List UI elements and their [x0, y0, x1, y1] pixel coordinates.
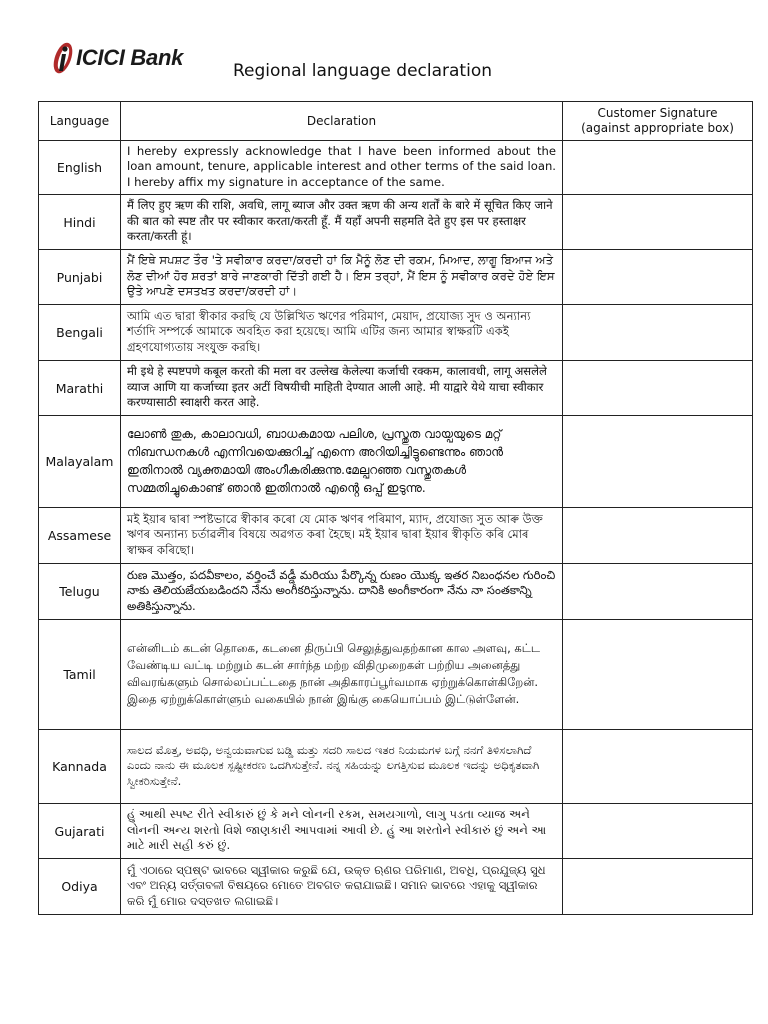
declaration-cell: ମୁଁ ଏଠାରେ ସ୍ପଷ୍ଟ ଭାବରେ ସ୍ୱୀକାର କରୁଛି ଯେ, ଉକ୍ତ ଋଣର ପରିମାଣ, ଅବଧି, ପ୍ରଯୁଜ୍ୟ ସୁଧ ଏବଂ ଅନ୍ୟ ସର୍ତ୍ତାବଳୀ ବିଷୟରେ ମୋତେ ଅବଗତ କରାଯାଇଛି। ସମାନ ଭାବରେ ଏହାକୁ ସ୍ୱୀକାର କରି ମୁଁ ମୋର ଦସ୍ତଖତ ଲଗାଇଛି। — [121, 859, 563, 915]
table-row — [39, 195, 753, 250]
declaration-cell: હું આથી સ્પષ્ટ રીતે સ્વીકારું છું કે મને લોનની રકમ, સમયગાળો, લાગુ પડતા વ્યાજ અને લોનની અન્ય શરતો વિશે જાણકારી આપવામાં આવી છે. હું આ શરતોને સ્વીકારું છું અને આ માટે મારી સહી કરું છું. — [121, 804, 563, 859]
icici-bank-logo — [52, 38, 183, 78]
language-cell: Hindi — [39, 195, 121, 250]
declaration-cell: రుణ మొత్తం, పదవీకాలం, వర్తించే వడ్డీ మరియు పేర్కొన్న రుణం యొక్క ఇతర నిబంధనల గురించి నాకు తెలియజేయబడిందని నేను అంగీకరిస్తున్నాను. దానికి అంగీకారంగా నేను నా సంతకాన్ని అతికిస్తున్నాను. — [121, 564, 563, 620]
table-row — [39, 416, 753, 508]
declaration-cell: ಸಾಲದ ಮೊತ್ತ, ಅವಧಿ, ಅನ್ವಯವಾಗುವ ಬಡ್ಡಿ ಮತ್ತು ಸದರಿ ಸಾಲದ ಇತರ ನಿಯಮಗಳ ಬಗ್ಗೆ ನನಗೆ ತಿಳಿಸಲಾಗಿದೆ ಎಂದು ನಾನು ಈ ಮೂಲಕ ಸ್ಪಷ್ಟೀಕರಣ ಒದಗಿಸುತ್ತೇನೆ. ನನ್ನ ಸಹಿಯನ್ನು ಲಗತ್ತಿಸುವ ಮೂಲಕ ಇದನ್ನು ಅಧಿಕೃತವಾಗಿ ಸ್ವೀಕರಿಸುತ್ತೇನೆ. — [121, 730, 563, 804]
table-row — [39, 361, 753, 416]
declaration-table — [38, 101, 753, 915]
declaration-cell: ਮੈਂ ਇਥੇ ਸਪਸ਼ਟ ਤੌਰ 'ਤੇ ਸਵੀਕਾਰ ਕਰਦਾ/ਕਰਦੀ ਹਾਂ ਕਿ ਮੈਨੂੰ ਲੋਣ ਦੀ ਰਕਮ, ਮਿਆਦ, ਲਾਗੂ ਬਿਆਜ ਅਤੇ ਲੋਣ ਦੀਆਂ ਹੋਰ ਸ਼ਰਤਾਂ ਬਾਰੇ ਜਾਣਕਾਰੀ ਦਿੱਤੀ ਗਈ ਹੈ। ਇਸ ਤਰ੍ਹਾਂ, ਮੈਂ ਇਸ ਨੂੰ ਸਵੀਕਾਰ ਕਰਦੇ ਹੋਏ ਇਸ ਉਤੇ ਆਪਣੇ ਦਸਤਖਤ ਕਰਦਾ/ਕਰਦੀ ਹਾਂ। — [121, 250, 563, 305]
language-cell: Tamil — [39, 620, 121, 730]
declaration-cell: মই ইয়াৰ দ্বাৰা স্পষ্টভাৱে স্বীকাৰ কৰো যে মোক ঋণৰ পৰিমাণ, ম্যাদ, প্ৰযোজ্য সুত আৰু উক্ত ঋণৰ অন্যান্য চৰ্তাৱলীৰ বিষয়ে অৱগত কৰা হৈছে। মই ইয়াৰ দ্বাৰা ইয়াৰ স্বীকৃতি কৰি মোৰ স্বাক্ষৰ কৰিছো। — [121, 508, 563, 564]
page-title: Regional language declaration — [233, 61, 493, 81]
declaration-cell: ലോൺ തുക, കാലാവധി, ബാധകമായ പലിശ, പ്രസ്തുത വായ്പയുടെ മറ്റ് നിബന്ധനകൾ എന്നിവയെക്കുറിച്ച് എന്നെ അറിയിച്ചിട്ടുണ്ടെന്നും ഞാൻ ഇതിനാൽ വ്യക്തമായി അംഗീകരിക്കുന്നു.മേല്പറഞ്ഞ വസ്തുതകൾ സമ്മതിച്ചുകൊണ്ട് ഞാൻ ഇതിനാൽ എൻ്റെ ഒപ്പ് ഇടുന്നു. — [121, 416, 563, 508]
table-row — [39, 250, 753, 305]
language-cell: Bengali — [39, 305, 121, 361]
table-row — [39, 141, 753, 195]
signature-box[interactable] — [563, 508, 753, 564]
language-cell: Gujarati — [39, 804, 121, 859]
signature-box[interactable] — [563, 730, 753, 804]
table-row — [39, 620, 753, 730]
signature-box[interactable] — [563, 416, 753, 508]
language-cell: Kannada — [39, 730, 121, 804]
signature-box[interactable] — [563, 195, 753, 250]
declaration-cell: என்னிடம் கடன் தொகை, கடனை திருப்பி செலுத்துவதற்கான கால அளவு, கட்ட வேண்டிய வட்டி மற்றும் கடன் சார்ந்த மற்ற விதிமுறைகள் பற்றிய அனைத்து விவரங்களும் சொல்லப்பட்டதை நான் அதிகாரப்பூர்வமாக ஏற்றுக்கொள்கிறேன். இதை ஏற்றுக்கொள்ளும் வகையில் நான் இங்கு கையொப்பம் இட்டுள்ளேன். — [121, 620, 563, 730]
table-row — [39, 804, 753, 859]
signature-box[interactable] — [563, 141, 753, 195]
column-header-declaration: Declaration — [121, 102, 563, 141]
language-cell: Telugu — [39, 564, 121, 620]
signature-box[interactable] — [563, 305, 753, 361]
language-cell: Malayalam — [39, 416, 121, 508]
table-row — [39, 508, 753, 564]
table-row — [39, 564, 753, 620]
language-cell: Punjabi — [39, 250, 121, 305]
signature-box[interactable] — [563, 361, 753, 416]
column-header-language: Language — [39, 102, 121, 141]
signature-box[interactable] — [563, 564, 753, 620]
signature-box[interactable] — [563, 250, 753, 305]
column-header-signature: Customer Signature (against appropriate box) — [563, 102, 753, 141]
signature-box[interactable] — [563, 859, 753, 915]
signature-box[interactable] — [563, 804, 753, 859]
declaration-cell: मी इथे हे स्पष्टपणे कबूल करतो की मला वर उल्लेख केलेल्या कर्जाची रक्कम, कालावधी, लागू असलेले व्याज आणि या कर्जाच्या इतर अटीं विषयीची माहिती देण्यात आली आहे. मी याद्वारे येथे याचा स्वीकार करण्यासाठी स्वाक्षरी करत आहे. — [121, 361, 563, 416]
declaration-cell: আমি এত দ্বারা স্বীকার করছি যে উল্লিখিত ঋণের পরিমাণ, মেয়াদ, প্রযোজ্য সুদ ও অন্যান্য শর্তাদি সম্পর্কে আমাকে অবহিত করা হয়েছে। আমি এটির জন্য আমার স্বাক্ষরটি একই গ্রহণযোগ্যতায় সংযুক্ত করছি। — [121, 305, 563, 361]
table-header-row — [39, 102, 753, 141]
table-row — [39, 305, 753, 361]
brand-name: ICICI Bank — [76, 45, 184, 70]
icici-logo-mark-icon — [52, 39, 74, 77]
language-cell: Assamese — [39, 508, 121, 564]
signature-box[interactable] — [563, 620, 753, 730]
table-row — [39, 730, 753, 804]
declaration-cell: I hereby expressly acknowledge that I have been informed about the loan amount, tenure, applicable interest and other terms of the said loan. I hereby affix my signature in acceptance of the same. — [121, 141, 563, 195]
language-cell: English — [39, 141, 121, 195]
declaration-cell: मैं लिए हुए ऋण की राशि, अवधि, लागू ब्याज और उक्त ऋण की अन्य शर्तों के बारे में सूचित किए जाने की बात को स्पष्ट तौर पर स्वीकार करता/करती हूँ. मैं यहाँ अपनी सहमति देते हुए इस पर हस्ताक्षर करता/करती हूं। — [121, 195, 563, 250]
language-cell: Marathi — [39, 361, 121, 416]
language-cell: Odiya — [39, 859, 121, 915]
table-row — [39, 859, 753, 915]
